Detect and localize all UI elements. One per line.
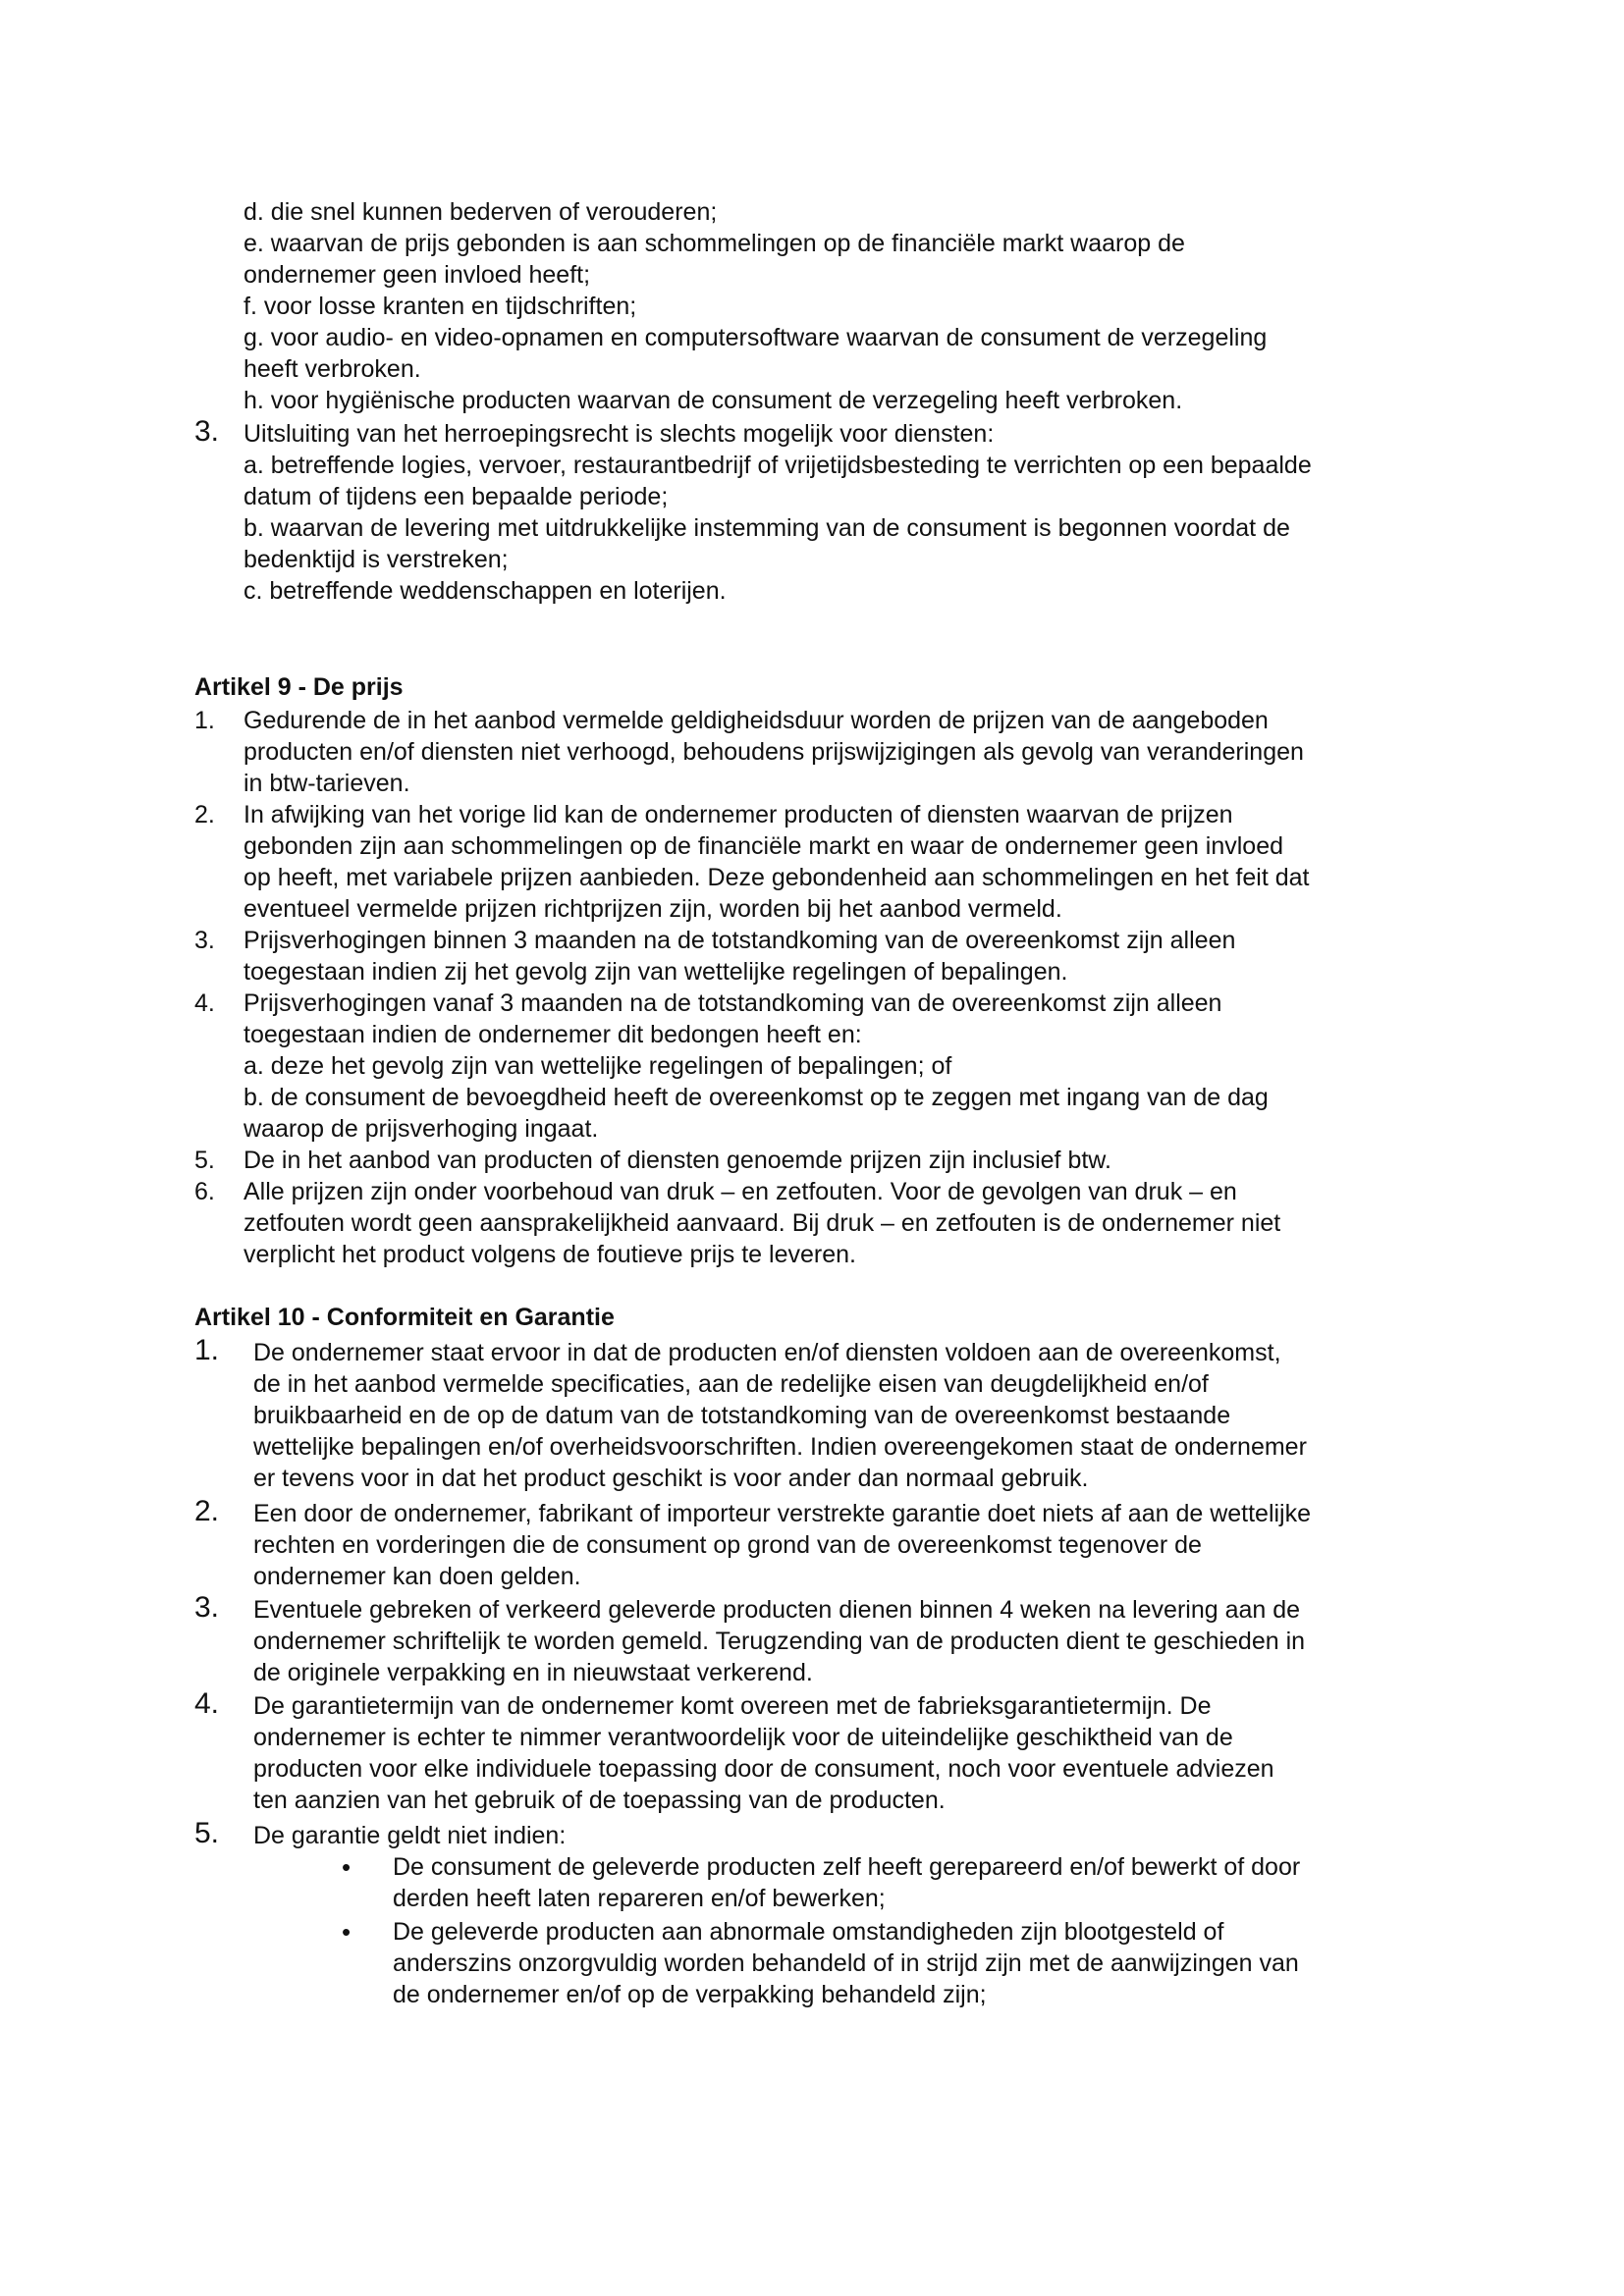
list-item-text: in btw-tarieven. — [244, 770, 410, 797]
list-item-text: de in het aanbod vermelde specificaties, aan de redelijke eisen van deugdelijkheid en/of — [253, 1370, 1209, 1398]
sub-item-c: c. betreffende weddenschappen en loterijen. — [244, 577, 727, 605]
bullet-text: de ondernemer en/of op de verpakking behandeld zijn; — [393, 1981, 987, 2008]
list-number: 6. — [194, 1178, 215, 1205]
list-item-text: Een door de ondernemer, fabrikant of importeur verstrekte garantie doet niets af aan de wettelijke — [253, 1500, 1312, 1527]
list-item-text: In afwijking van het vorige lid kan de ondernemer producten of diensten waarvan de prijzen — [244, 801, 1233, 828]
list-item-text: gebonden zijn aan schommelingen op de financiële markt en waar de ondernemer geen invloed — [244, 832, 1284, 860]
bullet-text: derden heeft laten repareren en/of bewerken; — [393, 1885, 886, 1912]
list-item-text: Alle prijzen zijn onder voorbehoud van druk – en zetfouten. Voor de gevolgen van druk – en — [244, 1178, 1237, 1205]
list-item-text: verplicht het product volgens de foutieve prijs te leveren. — [244, 1241, 856, 1268]
list-number: 3. — [194, 1591, 220, 1624]
list-item-text: eventueel vermelde prijzen richtprijzen zijn, worden bij het aanbod vermeld. — [244, 895, 1062, 923]
list-item-text: Prijsverhogingen binnen 3 maanden na de totstandkoming van de overeenkomst zijn alleen — [244, 927, 1236, 954]
sub-item-b: b. waarvan de levering met uitdrukkelijke instemming van de consument is begonnen voordat de — [244, 514, 1290, 542]
list-item-text: ondernemer kan doen gelden. — [253, 1563, 581, 1590]
list-item-text: ondernemer schriftelijk te worden gemeld. Terugzending van de producten dient te geschieden in — [253, 1628, 1306, 1655]
list-item-text: de originele verpakking en in nieuwstaat verkerend. — [253, 1659, 813, 1686]
sub-item-b-cont: bedenktijd is verstreken; — [244, 546, 509, 573]
section-heading: Artikel 9 - De prijs — [194, 673, 404, 701]
bullet-text: De consument de geleverde producten zelf heeft gerepareerd en/of bewerkt of door — [393, 1853, 1301, 1881]
list-number: 3. — [194, 415, 220, 448]
sub-item-a-cont: datum of tijdens een bepaalde periode; — [244, 483, 669, 510]
list-item-text: ten aanzien van het gebruik of de toepassing van de producten. — [253, 1787, 946, 1814]
bullet-icon: • — [342, 1917, 352, 1947]
bullet-icon: • — [342, 1852, 352, 1882]
list-number: 4. — [194, 989, 215, 1017]
sub-item-g: g. voor audio- en video-opnamen en computersoftware waarvan de consument de verzegeling — [244, 324, 1268, 351]
list-item-text: producten en/of diensten niet verhoogd, behoudens prijswijzigingen als gevolg van veranderingen — [244, 738, 1304, 766]
list-number: 2. — [194, 1495, 220, 1527]
list-item-text: Prijsverhogingen vanaf 3 maanden na de totstandkoming van de overeenkomst zijn alleen — [244, 989, 1222, 1017]
sub-item-e: e. waarvan de prijs gebonden is aan schommelingen op de financiële markt waarop de — [244, 230, 1185, 257]
list-item-text: toegestaan indien de ondernemer dit bedongen heeft en: — [244, 1021, 862, 1048]
sub-item-d: d. die snel kunnen bederven of verouderen; — [244, 198, 718, 226]
list-item-text: zetfouten wordt geen aansprakelijkheid aanvaard. Bij druk – en zetfouten is de ondernemer niet — [244, 1209, 1281, 1237]
list-item-text: ondernemer is echter te nimmer verantwoordelijk voor de uiteindelijke geschiktheid van de — [253, 1724, 1233, 1751]
sub-item-f: f. voor losse kranten en tijdschriften; — [244, 293, 637, 320]
list-number: 5. — [194, 1147, 215, 1174]
sub-item-g-cont: heeft verbroken. — [244, 355, 421, 383]
list-item-text: producten voor elke individuele toepassing door de consument, noch voor eventuele adviezen — [253, 1755, 1274, 1783]
list-item-text: bruikbaarheid en de op de datum van de totstandkoming van de overeenkomst bestaande — [253, 1402, 1231, 1429]
list-item-text: a. deze het gevolg zijn van wettelijke regelingen of bepalingen; of — [244, 1052, 952, 1080]
list-number: 2. — [194, 801, 215, 828]
list-item-text: De ondernemer staat ervoor in dat de producten en/of diensten voldoen aan de overeenkomst, — [253, 1339, 1281, 1366]
list-number: 3. — [194, 927, 215, 954]
list-item-text: rechten en vorderingen die de consument op grond van de overeenkomst tegenover de — [253, 1531, 1202, 1559]
list-item-text: Gedurende de in het aanbod vermelde geldigheidsduur worden de prijzen van de aangeboden — [244, 707, 1269, 734]
list-number: 5. — [194, 1817, 220, 1849]
list-number: 4. — [194, 1687, 220, 1720]
bullet-text: De geleverde producten aan abnormale omstandigheden zijn blootgesteld of — [393, 1918, 1224, 1946]
list-item-text: De garantie geldt niet indien: — [253, 1822, 567, 1849]
list-item-text: De in het aanbod van producten of diensten genoemde prijzen zijn inclusief btw. — [244, 1147, 1111, 1174]
list-item-text: toegestaan indien zij het gevolg zijn van wettelijke regelingen of bepalingen. — [244, 958, 1068, 986]
list-item-text: op heeft, met variabele prijzen aanbieden. Deze gebondenheid aan schommelingen en het feit dat — [244, 864, 1310, 891]
list-item-text: b. de consument de bevoegdheid heeft de overeenkomst op te zeggen met ingang van de dag — [244, 1084, 1269, 1111]
list-number: 1. — [194, 1334, 220, 1366]
sub-item-h: h. voor hygiënische producten waarvan de consument de verzegeling heeft verbroken. — [244, 387, 1183, 414]
list-item-text: waarop de prijsverhoging ingaat. — [244, 1115, 599, 1143]
list-item-text: Uitsluiting van het herroepingsrecht is slechts mogelijk voor diensten: — [244, 420, 995, 448]
list-number: 1. — [194, 707, 215, 734]
sub-item-e-cont: ondernemer geen invloed heeft; — [244, 261, 591, 289]
sub-item-a: a. betreffende logies, vervoer, restaurantbedrijf of vrijetijdsbesteding te verrichten op een bepaalde — [244, 452, 1312, 479]
section-heading: Artikel 10 - Conformiteit en Garantie — [194, 1304, 615, 1331]
list-item-text: wettelijke bepalingen en/of overheidsvoorschriften. Indien overeengekomen staat de ondernemer — [253, 1433, 1307, 1461]
bullet-text: anderszins onzorgvuldig worden behandeld of in strijd zijn met de aanwijzingen van — [393, 1949, 1299, 1977]
list-item-text: er tevens voor in dat het product geschikt is voor ander dan normaal gebruik. — [253, 1465, 1089, 1492]
list-item-text: De garantietermijn van de ondernemer komt overeen met de fabrieksgarantietermijn. De — [253, 1692, 1212, 1720]
list-item-text: Eventuele gebreken of verkeerd geleverde producten dienen binnen 4 weken na levering aan de — [253, 1596, 1301, 1624]
